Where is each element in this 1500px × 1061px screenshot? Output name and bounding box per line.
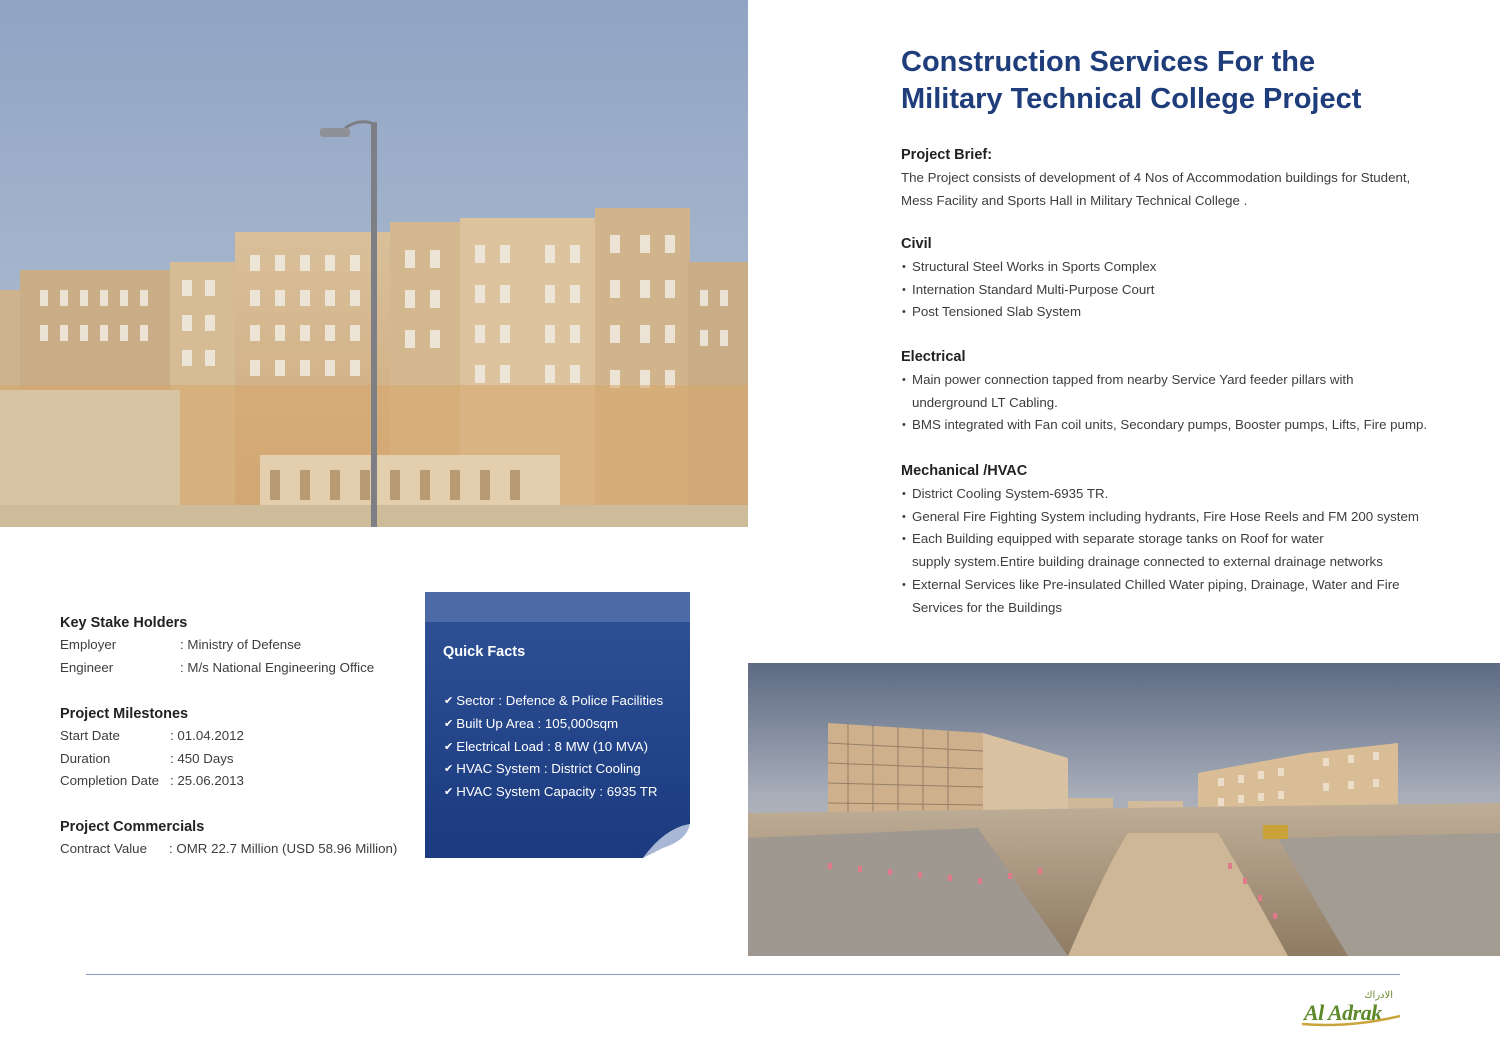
al-adrak-logo (1300, 990, 1405, 1030)
civil-section (901, 233, 1461, 324)
mechanical-list (901, 483, 1461, 619)
milestone-value: : 450 Days (170, 750, 234, 766)
milestone-value: : 25.06.2013 (170, 773, 244, 789)
electrical-item: • BMS integrated with Fan coil units, Secondary pumps, Booster pumps, Lifts, Fire pump. (901, 414, 1461, 437)
mechanical-item-line: • External Services like Pre-insulated Chilled Water piping, Drainage, Water and Fire (912, 576, 1400, 592)
stakeholder-row (60, 657, 374, 680)
project-brief-line-2: Mess Facility and Sports Hall in Military Technical College . (901, 192, 1248, 208)
milestone-key: Completion Date (60, 773, 160, 789)
check-icon: ✔ (444, 717, 454, 730)
stakeholder-row (60, 634, 374, 657)
civil-list (901, 256, 1461, 324)
stakeholder-value: : Ministry of Defense (180, 637, 302, 652)
milestones-section (60, 703, 244, 793)
stakeholder-key: Employer (60, 637, 117, 652)
electrical-item (901, 369, 1461, 414)
building-photo (0, 0, 748, 527)
electrical-item-line: underground LT Cabling. (912, 394, 1058, 410)
civil-item: • Internation Standard Multi-Purpose Court (901, 279, 1461, 302)
mechanical-item-line: supply system.Entire building drainage connected to external drainage networks (912, 554, 1383, 570)
check-icon: ✔ (444, 740, 454, 753)
mechanical-item (901, 528, 1461, 573)
title-line-2: Military Technical College Project (901, 83, 1362, 115)
quick-fact-item (444, 781, 663, 804)
commercial-key: Contract Value (60, 841, 147, 856)
quick-facts-list (444, 690, 663, 804)
quick-fact-text: Sector : Defence & Police Facilities (456, 693, 664, 708)
milestone-key: Duration (60, 750, 111, 766)
electrical-list (901, 369, 1461, 437)
page-title (901, 44, 1461, 118)
quick-facts-heading: Quick Facts (443, 644, 526, 660)
quick-facts-card (425, 592, 691, 860)
milestone-row (60, 748, 244, 771)
check-icon: ✔ (444, 763, 454, 776)
stakeholder-value: : M/s National Engineering Office (180, 659, 375, 675)
logo-english-text: Al Adrak (1304, 1000, 1382, 1025)
project-brief-heading: Project Brief: (901, 147, 993, 163)
check-icon: ✔ (444, 695, 454, 707)
quick-fact-text: HVAC System Capacity : 6935 TR (456, 784, 658, 800)
quick-fact-text: Electrical Load : 8 MW (10 MVA) (456, 738, 649, 754)
civil-item: • Post Tensioned Slab System (901, 301, 1461, 324)
quick-fact-text: Built Up Area : 105,000sqm (456, 715, 619, 731)
milestone-value: : 01.04.2012 (170, 728, 244, 743)
commercials-section (60, 816, 397, 861)
mechanical-item (901, 574, 1461, 619)
logo-swoosh-icon (1300, 990, 1405, 1030)
electrical-item-line: • Main power connection tapped from nearby Service Yard feeder pillars with (912, 372, 1354, 387)
title-line-1: Construction Services For the (901, 46, 1316, 78)
milestones-heading: Project Milestones (60, 706, 189, 722)
quick-fact-text: HVAC System : District Cooling (456, 761, 641, 777)
mechanical-item: • District Cooling System-6935 TR. (901, 483, 1461, 506)
project-brief-section (901, 144, 1461, 212)
stakeholder-key: Engineer (60, 659, 114, 675)
quick-fact-item (444, 758, 663, 781)
quick-fact-item (444, 736, 663, 759)
milestone-row (60, 725, 244, 748)
check-icon: ✔ (444, 786, 454, 799)
commercial-value: : OMR 22.7 Million (USD 58.96 Million) (169, 841, 398, 856)
electrical-heading: Electrical (901, 349, 966, 365)
civil-heading: Civil (901, 236, 932, 252)
stakeholders-section (60, 612, 374, 679)
mechanical-heading: Mechanical /HVAC (901, 463, 1028, 479)
logo-arabic-text: الادراك (1364, 990, 1393, 1001)
construction-site-photo (748, 663, 1500, 956)
quick-fact-item (444, 713, 663, 736)
commercial-row (60, 838, 397, 861)
mechanical-item: • General Fire Fighting System including hydrants, Fire Hose Reels and FM 200 system (901, 506, 1461, 529)
stakeholders-heading: Key Stake Holders (60, 615, 188, 631)
commercials-heading: Project Commercials (60, 819, 205, 835)
milestone-key: Start Date (60, 728, 120, 743)
project-brief-line-1: The Project consists of development of 4 Nos of Accommodation buildings for Student, (901, 170, 1411, 185)
milestone-row (60, 770, 244, 793)
mechanical-item-line: • Each Building equipped with separate storage tanks on Roof for water (912, 531, 1324, 547)
footer-divider (86, 974, 1400, 975)
electrical-section (901, 346, 1461, 437)
mechanical-section (901, 460, 1461, 619)
civil-item: • Structural Steel Works in Sports Complex (901, 256, 1461, 279)
quick-fact-item (444, 690, 663, 713)
mechanical-item-line: Services for the Buildings (912, 599, 1063, 615)
